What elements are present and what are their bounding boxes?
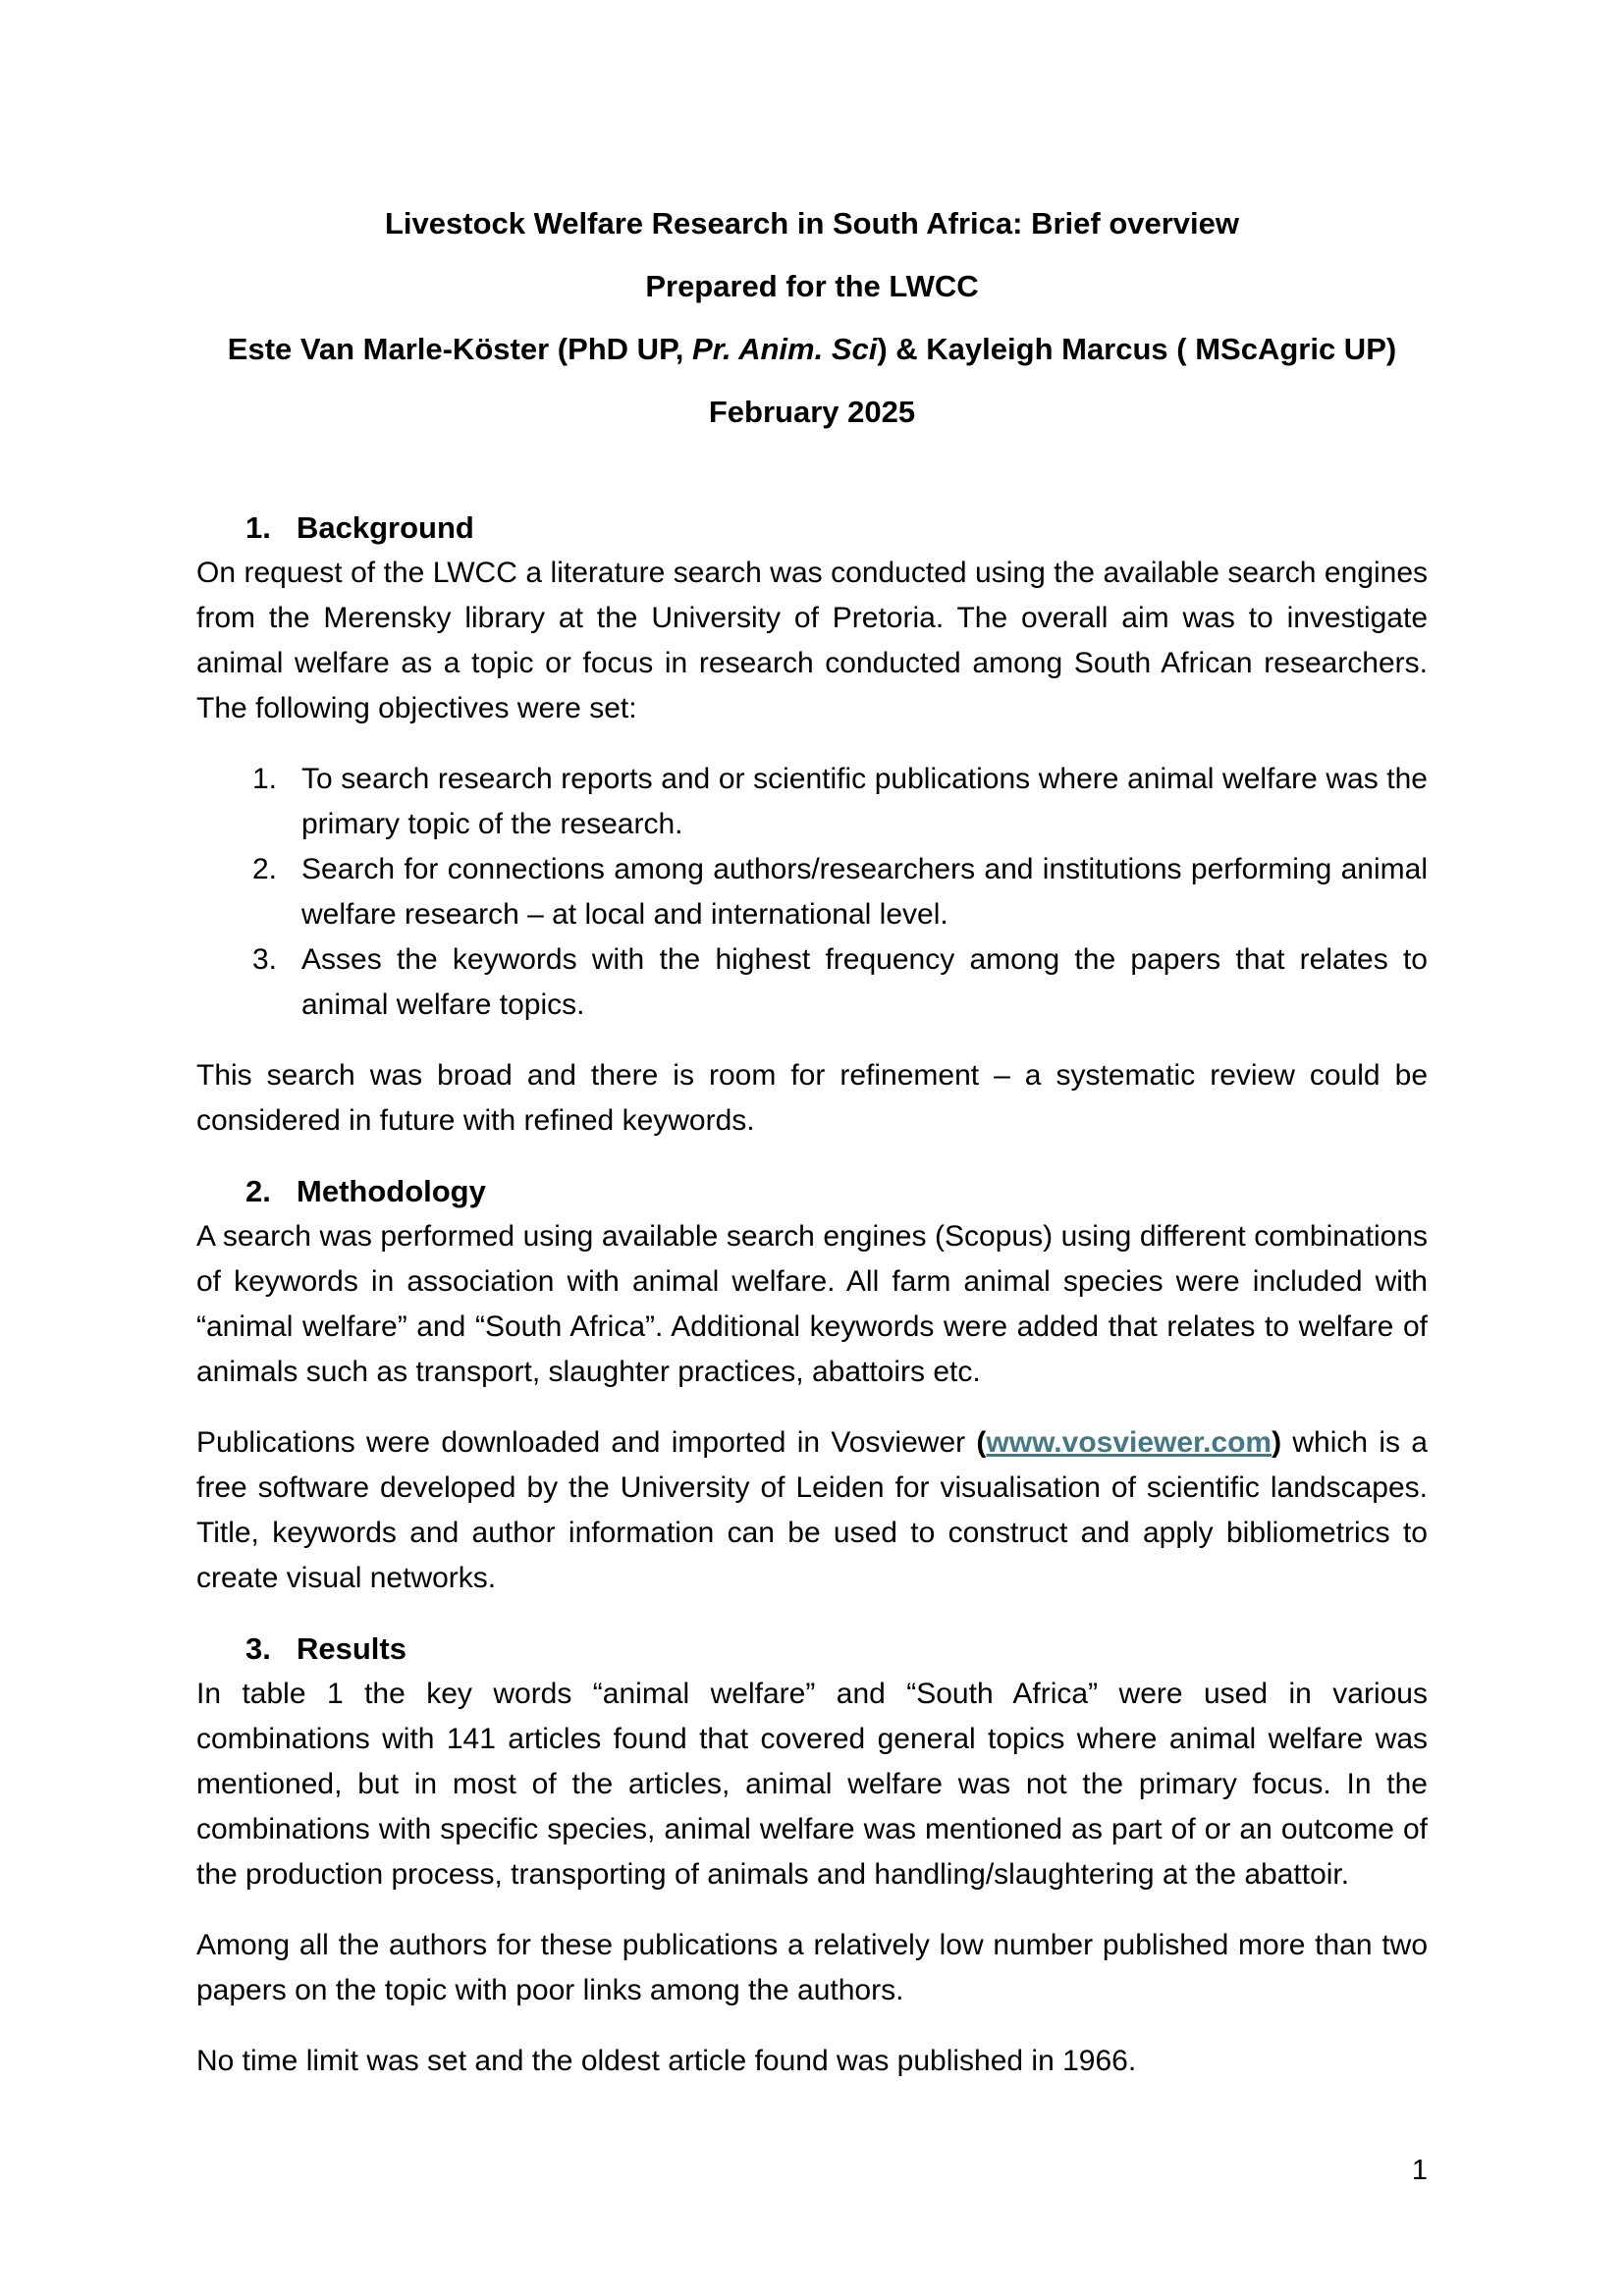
list-item-objective-3	[196, 937, 1428, 1028]
page-number: 1	[1411, 2155, 1428, 2186]
section-heading-methodology	[196, 1169, 1428, 1214]
list-item-objective-1	[196, 757, 1428, 847]
vosviewer-link[interactable]: www.vosviewer.com	[986, 1426, 1272, 1459]
section-heading-results	[196, 1627, 1428, 1672]
section-number-methodology: 2.	[245, 1174, 271, 1208]
list-item-objective-2	[196, 847, 1428, 937]
paragraph-text-pre: Publications were downloaded and imported in Vosviewer	[196, 1426, 977, 1459]
background-intro-paragraph: On request of the LWCC a literature search was conducted using the available search engines from the Merensky library at the University of Pretoria. The overall aim was to investigate animal welfare as a topic or focus in research conducted among South African researchers. The following objectives were set:	[196, 557, 1428, 724]
list-number: 3.	[252, 943, 278, 976]
list-number: 2.	[252, 853, 278, 885]
results-paragraph-3: No time limit was set and the oldest article found was published in 1966.	[196, 2045, 1137, 2077]
section-heading-background	[196, 506, 1428, 551]
section-number-results: 3.	[245, 1631, 271, 1666]
section-title-background: Background	[297, 510, 474, 545]
section-title-methodology: Methodology	[297, 1174, 486, 1208]
authors-text-pre: Este Van Marle-Köster (PhD UP,	[227, 332, 692, 366]
doc-authors	[196, 327, 1428, 372]
authors-text-post: ) & Kayleigh Marcus ( MScAgric UP)	[877, 332, 1397, 366]
results-paragraph-1: In table 1 the key words “animal welfare” and “South Africa” were used in various combinations with 141 articles found that covered general topics where animal welfare was mentioned, but in most of the articles, animal welfare was not the primary focus. In the combinations with specific species, animal welfare was mentioned as part of or an outcome of the production process, transporting of animals and handling/slaughtering at the abattoir.	[196, 1678, 1428, 1891]
section-number-background: 1.	[245, 510, 271, 545]
background-closing-paragraph: This search was broad and there is room for refinement – a systematic review could be considered in future with refined keywords.	[196, 1059, 1428, 1137]
list-item-text: Asses the keywords with the highest frequency among the papers that relates to animal welfare topics.	[301, 943, 1428, 1021]
doc-title: Livestock Welfare Research in South Africa: Brief overview	[384, 206, 1240, 240]
list-number: 1.	[252, 763, 278, 795]
methodology-paragraph-2	[196, 1420, 1428, 1601]
results-paragraph-2: Among all the authors for these publications a relatively low number published more than two papers on the topic with poor links among the authors.	[196, 1929, 1428, 2006]
section-title-results: Results	[297, 1631, 406, 1666]
doc-subtitle: Prepared for the LWCC	[645, 269, 979, 303]
list-item-text: To search research reports and or scientific publications where animal welfare was the primary topic of the research.	[301, 763, 1428, 840]
list-item-text: Search for connections among authors/researchers and institutions performing animal welfare research – at local and international level.	[301, 853, 1428, 931]
authors-credentials-italic: Pr. Anim. Sci	[691, 332, 878, 366]
objectives-list	[196, 757, 1428, 1028]
methodology-paragraph-1: A search was performed using available search engines (Scopus) using different combinations of keywords in association with animal welfare. All farm animal species were included with “animal welfare” and “South Africa”. Additional keywords were added that relates to welfare of animals such as transport, slaughter practices, abattoirs etc.	[196, 1220, 1428, 1388]
doc-date: February 2025	[708, 395, 916, 429]
paren-open: (	[976, 1426, 987, 1459]
paragraph-text-post: which is a free software developed by the University of Leiden for visualisation of scientific landscapes. Title, keywords and author information can be used to construct and apply bibliometrics to create visual networks.	[196, 1426, 1428, 1594]
paren-close: )	[1272, 1426, 1282, 1459]
